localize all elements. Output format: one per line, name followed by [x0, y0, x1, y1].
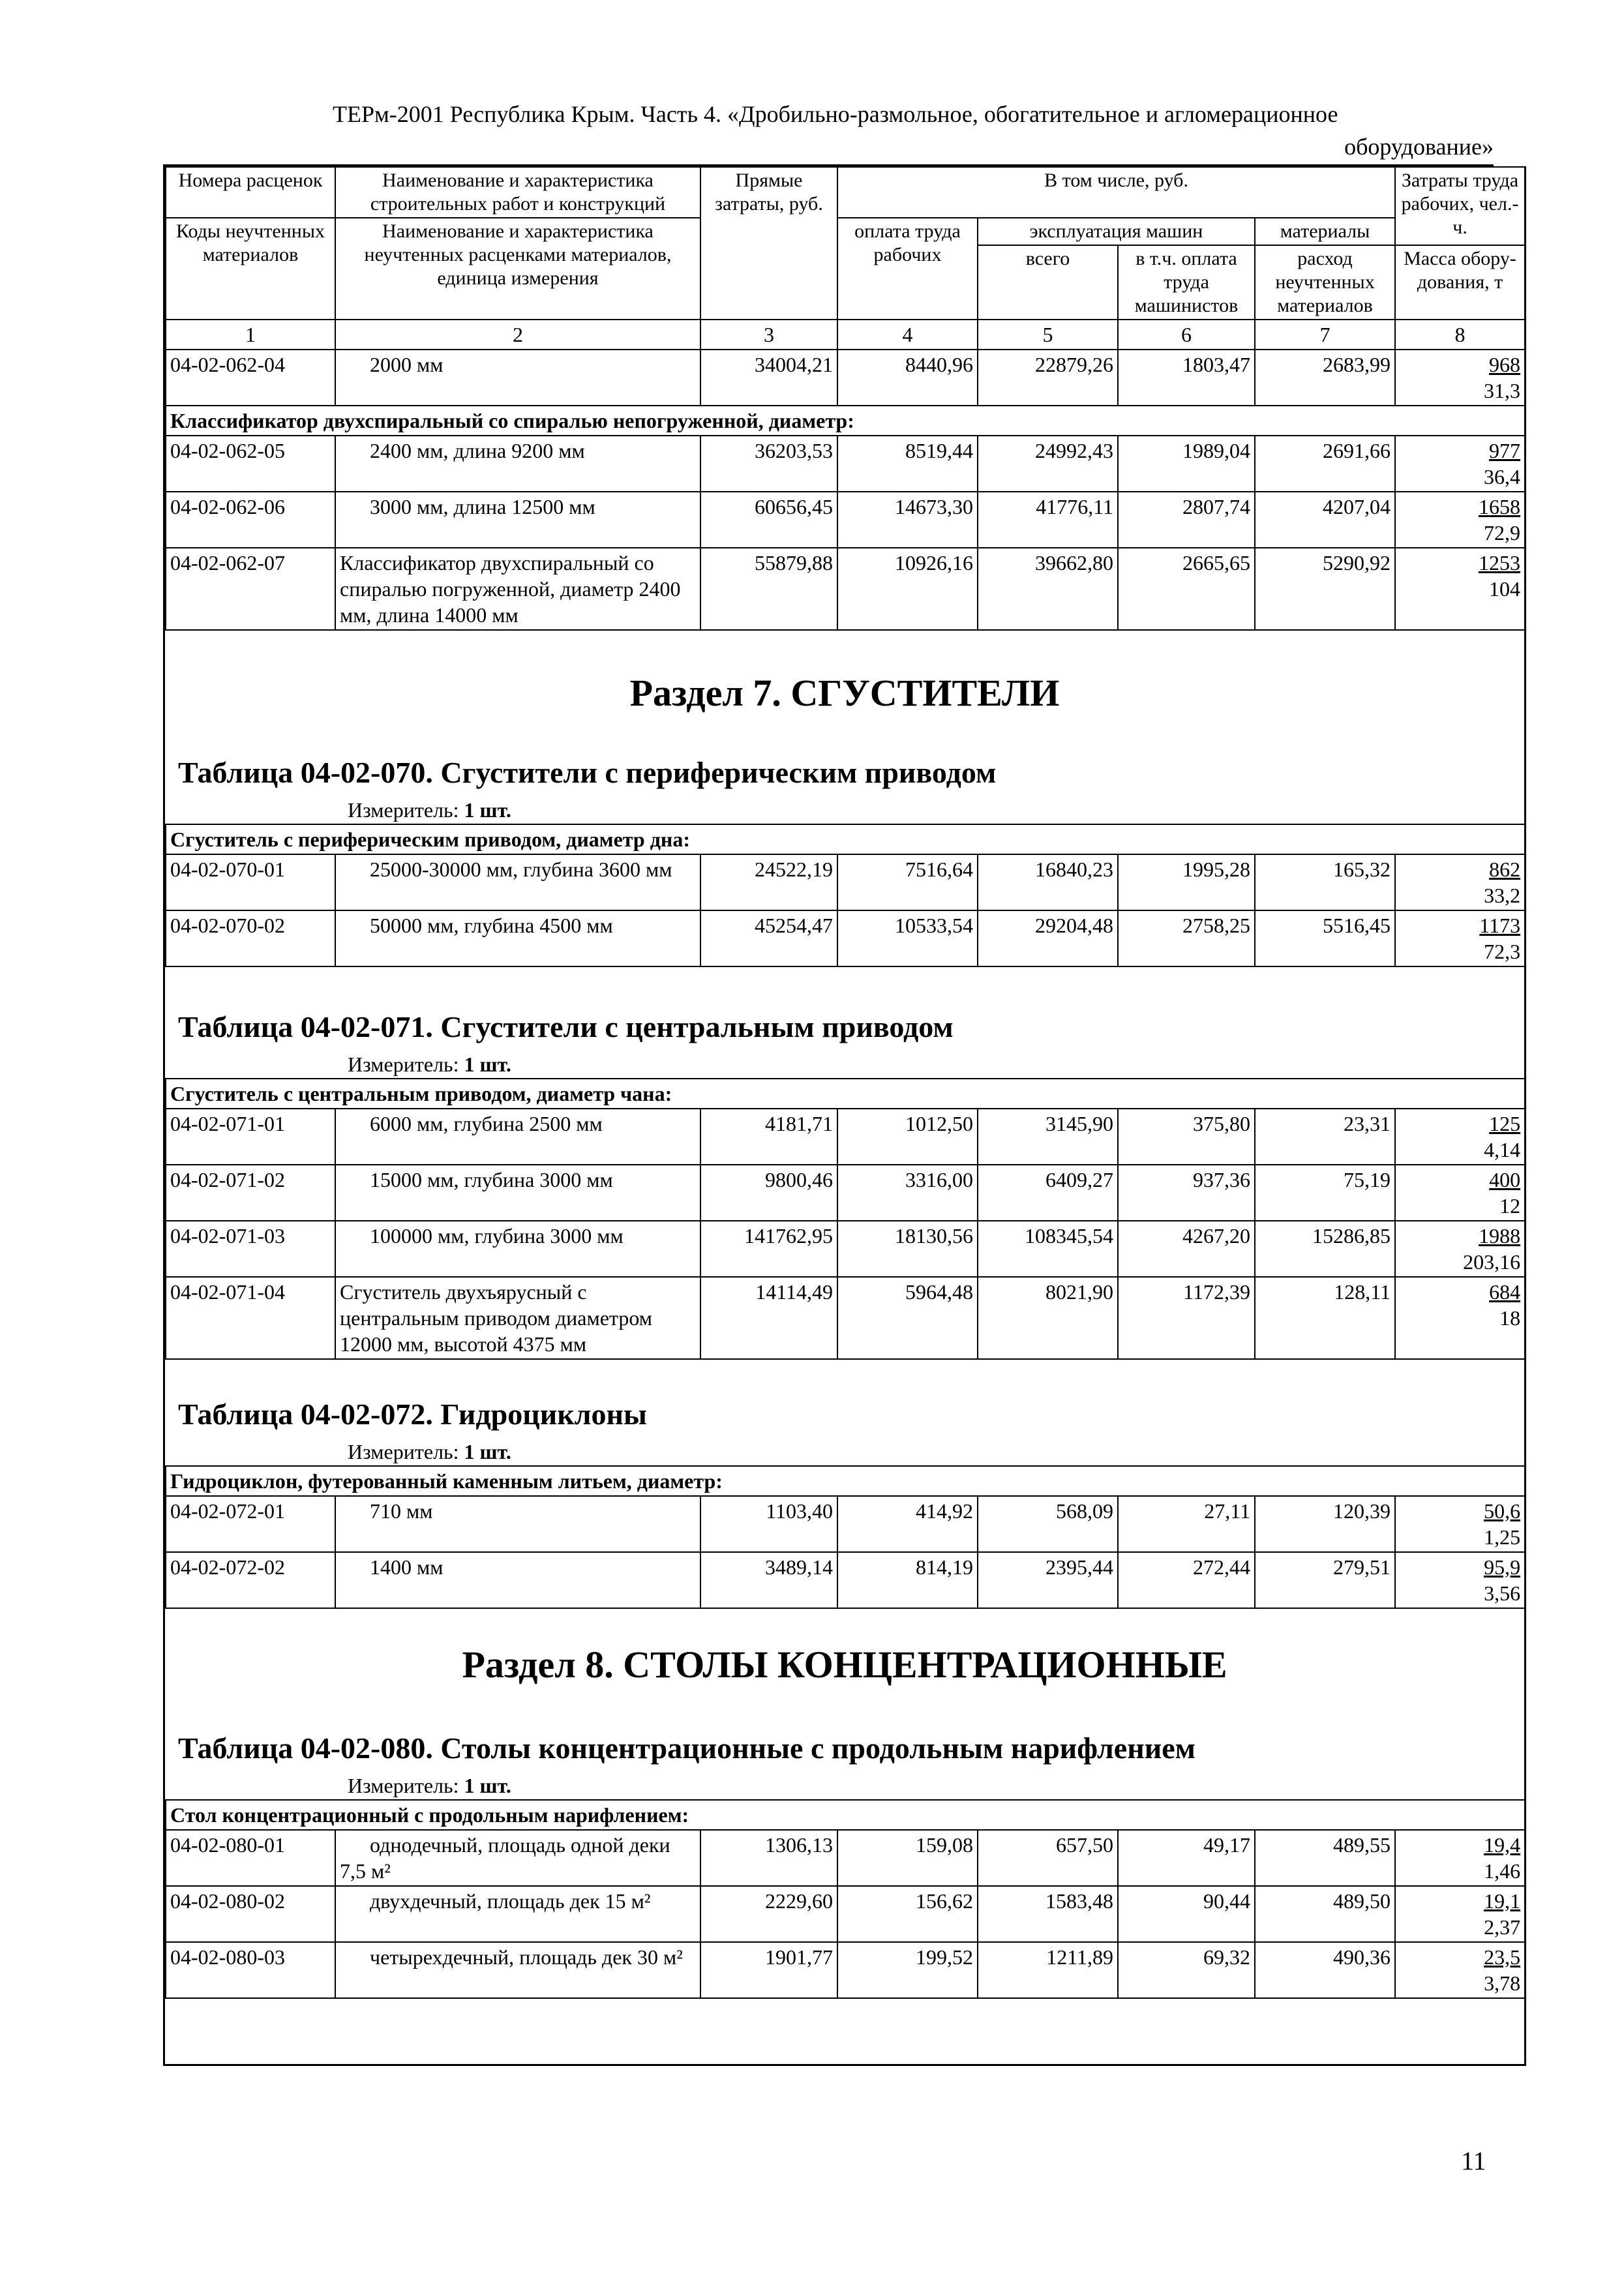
- direct-costs: 34004,21: [700, 350, 837, 406]
- header-col1-bottom: Коды неучтенных материалов: [166, 218, 335, 320]
- table-070: [165, 824, 1526, 967]
- operators-pay: 2665,65: [1118, 548, 1255, 630]
- rate-code: 04-02-080-03: [166, 1942, 335, 1998]
- labor-pay: 3316,00: [837, 1165, 978, 1221]
- meter-label: Измеритель:: [348, 1053, 459, 1076]
- operators-pay: 2758,25: [1118, 910, 1255, 966]
- equipment-mass: 18: [1499, 1306, 1521, 1330]
- equipment-mass: 1,46: [1484, 1859, 1521, 1883]
- equipment-mass: 3,56: [1484, 1581, 1521, 1605]
- table-row: [166, 1496, 1525, 1552]
- table-row: [166, 436, 1525, 492]
- col-number: 1: [166, 320, 335, 350]
- work-name: Сгуститель двухъярусный с центральным приводом диаметром 12000 мм, высотой 4375 мм: [335, 1277, 700, 1359]
- document-frame: [163, 166, 1526, 2066]
- operators-pay: 1995,28: [1118, 854, 1255, 910]
- labor-hours: 23,5: [1484, 1945, 1521, 1969]
- table-row: [166, 854, 1525, 910]
- materials-cost: 5290,92: [1255, 548, 1395, 630]
- work-name: 50000 мм, глубина 4500 мм: [335, 910, 700, 966]
- group-title-row: [166, 1800, 1525, 1830]
- col-number: 3: [700, 320, 837, 350]
- operators-pay: 2807,74: [1118, 492, 1255, 548]
- section-title: Раздел 8. СТОЛЫ КОНЦЕНТРАЦИОННЫЕ: [462, 1643, 1227, 1686]
- direct-costs: 14114,49: [700, 1277, 837, 1359]
- materials-cost: 279,51: [1255, 1552, 1395, 1608]
- labor-and-mass: [1395, 1942, 1525, 1998]
- direct-costs: 1901,77: [700, 1942, 837, 1998]
- labor-and-mass: [1395, 910, 1525, 966]
- work-name: 2000 мм: [335, 350, 700, 406]
- work-name: 25000-30000 мм, глубина 3600 мм: [335, 854, 700, 910]
- table-row: [166, 1886, 1525, 1942]
- materials-cost: 4207,04: [1255, 492, 1395, 548]
- work-name: 1400 мм: [335, 1552, 700, 1608]
- direct-costs: 55879,88: [700, 548, 837, 630]
- column-number-row: [166, 320, 1525, 350]
- equipment-mass: 72,3: [1484, 940, 1521, 963]
- machines-total: 3145,90: [978, 1109, 1118, 1165]
- header-col3: Прямые затраты, руб.: [700, 167, 837, 320]
- section-7-header: [165, 631, 1524, 755]
- labor-hours: 19,1: [1484, 1889, 1521, 1913]
- rate-code: 04-02-071-02: [166, 1165, 335, 1221]
- group-title-row: [166, 1079, 1525, 1109]
- meter-label: Измеритель:: [348, 798, 459, 822]
- materials-cost: 489,55: [1255, 1830, 1395, 1886]
- labor-pay: 156,62: [837, 1886, 978, 1942]
- labor-and-mass: [1395, 1221, 1525, 1277]
- machines-total: 16840,23: [978, 854, 1118, 910]
- header-col4: оплата труда рабочих: [837, 218, 978, 320]
- section-title: Раздел 7. СГУСТИТЕЛИ: [629, 672, 1060, 714]
- labor-hours: 1253: [1479, 551, 1521, 575]
- direct-costs: 2229,60: [700, 1886, 837, 1942]
- machines-total: 108345,54: [978, 1221, 1118, 1277]
- labor-hours: 977: [1489, 439, 1521, 462]
- labor-pay: 199,52: [837, 1942, 978, 1998]
- header-col7: расход неучтенных материалов: [1255, 245, 1395, 320]
- group-title-row: [166, 824, 1525, 854]
- direct-costs: 4181,71: [700, 1109, 837, 1165]
- rate-code: 04-02-072-01: [166, 1496, 335, 1552]
- direct-costs: 24522,19: [700, 854, 837, 910]
- operators-pay: 4267,20: [1118, 1221, 1255, 1277]
- labor-hours: 1173: [1479, 914, 1521, 937]
- machines-total: 39662,80: [978, 548, 1118, 630]
- header-including: В том числе, руб.: [837, 167, 1395, 218]
- col-number: 8: [1395, 320, 1525, 350]
- header-title-line-2: оборудование»: [1344, 134, 1494, 160]
- work-name: однодечный, площадь одной деки 7,5 м²: [335, 1830, 700, 1886]
- direct-costs: 9800,46: [700, 1165, 837, 1221]
- table-title-080: Таблица 04-02-080. Столы концентрационные с продольным нарифлением: [178, 1731, 1195, 1765]
- meter-value: 1 шт.: [464, 798, 511, 822]
- labor-pay: 18130,56: [837, 1221, 978, 1277]
- meter-value: 1 шт.: [464, 1440, 511, 1463]
- rate-code: 04-02-062-04: [166, 350, 335, 406]
- operators-pay: 937,36: [1118, 1165, 1255, 1221]
- equipment-mass: 12: [1499, 1194, 1521, 1218]
- table-header-row-1: [166, 167, 1525, 218]
- equipment-mass: 1,25: [1484, 1525, 1521, 1549]
- labor-and-mass: [1395, 1109, 1525, 1165]
- labor-pay: 7516,64: [837, 854, 978, 910]
- labor-hours: 862: [1489, 858, 1521, 881]
- materials-cost: 75,19: [1255, 1165, 1395, 1221]
- header-col1-top: Номера расценок: [166, 167, 335, 218]
- labor-pay: 5964,48: [837, 1277, 978, 1359]
- materials-cost: 5516,45: [1255, 910, 1395, 966]
- work-name: 3000 мм, длина 12500 мм: [335, 492, 700, 548]
- labor-hours: 50,6: [1484, 1499, 1521, 1523]
- group-title: Стол концентрационный с продольным нарифлением:: [166, 1800, 1525, 1830]
- col-number: 5: [978, 320, 1118, 350]
- group-title: Классификатор двухспиральный со спиралью непогруженной, диаметр:: [166, 406, 1525, 436]
- labor-and-mass: [1395, 1552, 1525, 1608]
- equipment-mass: 104: [1489, 577, 1521, 601]
- work-name: 2400 мм, длина 9200 мм: [335, 436, 700, 492]
- table-row: [166, 350, 1525, 406]
- labor-and-mass: [1395, 548, 1525, 630]
- header-col2-top: Наименование и характеристика строительных работ и конструкций: [335, 167, 700, 218]
- labor-and-mass: [1395, 1496, 1525, 1552]
- labor-and-mass: [1395, 1830, 1525, 1886]
- machines-total: 6409,27: [978, 1165, 1118, 1221]
- work-name: Классификатор двухспиральный со спиралью погруженной, диаметр 2400 мм, длина 14000 мм: [335, 548, 700, 630]
- equipment-mass: 203,16: [1463, 1250, 1521, 1274]
- work-name: четырехдечный, площадь дек 30 м²: [335, 1942, 700, 1998]
- materials-cost: 165,32: [1255, 854, 1395, 910]
- machines-total: 2395,44: [978, 1552, 1118, 1608]
- materials-cost: 120,39: [1255, 1496, 1395, 1552]
- work-name: 100000 мм, глубина 3000 мм: [335, 1221, 700, 1277]
- labor-pay: 814,19: [837, 1552, 978, 1608]
- direct-costs: 36203,53: [700, 436, 837, 492]
- labor-and-mass: [1395, 436, 1525, 492]
- rate-code: 04-02-062-05: [166, 436, 335, 492]
- direct-costs: 3489,14: [700, 1552, 837, 1608]
- table-row: [166, 1221, 1525, 1277]
- meter-072: [165, 1438, 1524, 1465]
- table-title-072: Таблица 04-02-072. Гидроциклоны: [178, 1398, 647, 1431]
- work-name: двухдечный, площадь дек 15 м²: [335, 1886, 700, 1942]
- header-col8-bottom: Масса обору-дования, т: [1395, 245, 1525, 320]
- direct-costs: 45254,47: [700, 910, 837, 966]
- operators-pay: 272,44: [1118, 1552, 1255, 1608]
- rate-code: 04-02-062-07: [166, 548, 335, 630]
- materials-cost: 2691,66: [1255, 436, 1395, 492]
- equipment-mass: 36,4: [1484, 465, 1521, 488]
- header-col6: в т.ч. оплата труда машинистов: [1118, 245, 1255, 320]
- col-number: 2: [335, 320, 700, 350]
- main-table: [165, 166, 1526, 631]
- table-header-row-2: [166, 218, 1525, 245]
- rate-code: 04-02-071-03: [166, 1221, 335, 1277]
- materials-cost: 490,36: [1255, 1942, 1395, 1998]
- materials-cost: 15286,85: [1255, 1221, 1395, 1277]
- rate-code: 04-02-062-06: [166, 492, 335, 548]
- meter-label: Измеритель:: [348, 1440, 459, 1463]
- operators-pay: 375,80: [1118, 1109, 1255, 1165]
- operators-pay: 1989,04: [1118, 436, 1255, 492]
- header-col8-top: Затраты труда рабочих, чел.-ч.: [1395, 167, 1525, 245]
- table-row: [166, 1552, 1525, 1608]
- direct-costs: 1306,13: [700, 1830, 837, 1886]
- equipment-mass: 33,2: [1484, 884, 1521, 907]
- labor-pay: 14673,30: [837, 492, 978, 548]
- labor-and-mass: [1395, 350, 1525, 406]
- labor-hours: 125: [1489, 1112, 1521, 1135]
- header-title-line-1: ТЕРм-2001 Республика Крым. Часть 4. «Дробильно-размольное, обогатительное и агломерационное: [333, 101, 1338, 127]
- operators-pay: 1803,47: [1118, 350, 1255, 406]
- labor-pay: 8519,44: [837, 436, 978, 492]
- page-header: [163, 98, 1494, 166]
- table-080: [165, 1799, 1526, 1999]
- labor-and-mass: [1395, 1886, 1525, 1942]
- table-071: [165, 1078, 1526, 1360]
- col-number: 4: [837, 320, 978, 350]
- rate-code: 04-02-080-01: [166, 1830, 335, 1886]
- materials-cost: 23,31: [1255, 1109, 1395, 1165]
- equipment-mass: 2,37: [1484, 1915, 1521, 1939]
- col-number: 7: [1255, 320, 1395, 350]
- labor-hours: 1988: [1479, 1224, 1521, 1248]
- table-row: [166, 1830, 1525, 1886]
- rate-code: 04-02-071-01: [166, 1109, 335, 1165]
- table-row: [166, 1109, 1525, 1165]
- header-materials: материалы: [1255, 218, 1395, 245]
- labor-pay: 414,92: [837, 1496, 978, 1552]
- labor-hours: 19,4: [1484, 1833, 1521, 1857]
- group-title: Сгуститель с центральным приводом, диаметр чана:: [166, 1079, 1525, 1109]
- labor-hours: 400: [1489, 1168, 1521, 1191]
- equipment-mass: 3,78: [1484, 1971, 1521, 1995]
- labor-and-mass: [1395, 1277, 1525, 1359]
- table-title-071: Таблица 04-02-071. Сгустители с центральным приводом: [178, 1010, 954, 1043]
- direct-costs: 1103,40: [700, 1496, 837, 1552]
- work-name: 710 мм: [335, 1496, 700, 1552]
- group-title-row: [166, 406, 1525, 436]
- labor-hours: 95,9: [1484, 1555, 1521, 1579]
- machines-total: 22879,26: [978, 350, 1118, 406]
- header-col5: всего: [978, 245, 1118, 320]
- section-8-header: [165, 1609, 1524, 1730]
- group-title: Сгуститель с периферическим приводом, диаметр дна:: [166, 824, 1525, 854]
- group-title-row: [166, 1466, 1525, 1496]
- table-072: [165, 1465, 1526, 1609]
- group-title: Гидроциклон, футерованный каменным литьем, диаметр:: [166, 1466, 1525, 1496]
- table-title-070: Таблица 04-02-070. Сгустители с периферическим приводом: [178, 756, 997, 789]
- table-row: [166, 1165, 1525, 1221]
- labor-hours: 1658: [1479, 495, 1521, 518]
- meter-value: 1 шт.: [464, 1774, 511, 1797]
- materials-cost: 128,11: [1255, 1277, 1395, 1359]
- rate-code: 04-02-070-01: [166, 854, 335, 910]
- operators-pay: 1172,39: [1118, 1277, 1255, 1359]
- operators-pay: 90,44: [1118, 1886, 1255, 1942]
- labor-pay: 159,08: [837, 1830, 978, 1886]
- meter-label: Измеритель:: [348, 1774, 459, 1797]
- materials-cost: 2683,99: [1255, 350, 1395, 406]
- meter-080: [165, 1772, 1524, 1799]
- machines-total: 29204,48: [978, 910, 1118, 966]
- table-row: [166, 1942, 1525, 1998]
- labor-pay: 1012,50: [837, 1109, 978, 1165]
- header-machines: эксплуатация машин: [978, 218, 1255, 245]
- rate-code: 04-02-080-02: [166, 1886, 335, 1942]
- labor-pay: 10533,54: [837, 910, 978, 966]
- operators-pay: 27,11: [1118, 1496, 1255, 1552]
- labor-and-mass: [1395, 492, 1525, 548]
- equipment-mass: 4,14: [1484, 1138, 1521, 1161]
- machines-total: 24992,43: [978, 436, 1118, 492]
- meter-071: [165, 1051, 1524, 1078]
- machines-total: 657,50: [978, 1830, 1118, 1886]
- header-col2-bottom: Наименование и характеристика неучтенных расценками материалов, единица измерения: [335, 218, 700, 320]
- labor-pay: 8440,96: [837, 350, 978, 406]
- work-name: 6000 мм, глубина 2500 мм: [335, 1109, 700, 1165]
- labor-hours: 968: [1489, 353, 1521, 376]
- labor-hours: 684: [1489, 1280, 1521, 1304]
- machines-total: 1211,89: [978, 1942, 1118, 1998]
- operators-pay: 69,32: [1118, 1942, 1255, 1998]
- rate-code: 04-02-070-02: [166, 910, 335, 966]
- rate-code: 04-02-072-02: [166, 1552, 335, 1608]
- table-row: [166, 1277, 1525, 1359]
- rate-code: 04-02-071-04: [166, 1277, 335, 1359]
- labor-pay: 10926,16: [837, 548, 978, 630]
- machines-total: 41776,11: [978, 492, 1118, 548]
- machines-total: 568,09: [978, 1496, 1118, 1552]
- equipment-mass: 31,3: [1484, 379, 1521, 402]
- direct-costs: 60656,45: [700, 492, 837, 548]
- materials-cost: 489,50: [1255, 1886, 1395, 1942]
- page-number: 11: [1461, 2146, 1486, 2176]
- machines-total: 1583,48: [978, 1886, 1118, 1942]
- machines-total: 8021,90: [978, 1277, 1118, 1359]
- labor-and-mass: [1395, 854, 1525, 910]
- operators-pay: 49,17: [1118, 1830, 1255, 1886]
- work-name: 15000 мм, глубина 3000 мм: [335, 1165, 700, 1221]
- equipment-mass: 72,9: [1484, 521, 1521, 545]
- table-row: [166, 910, 1525, 966]
- labor-and-mass: [1395, 1165, 1525, 1221]
- direct-costs: 141762,95: [700, 1221, 837, 1277]
- table-row: [166, 492, 1525, 548]
- table-row: [166, 548, 1525, 630]
- meter-070: [165, 796, 1524, 824]
- meter-value: 1 шт.: [464, 1053, 511, 1076]
- col-number: 6: [1118, 320, 1255, 350]
